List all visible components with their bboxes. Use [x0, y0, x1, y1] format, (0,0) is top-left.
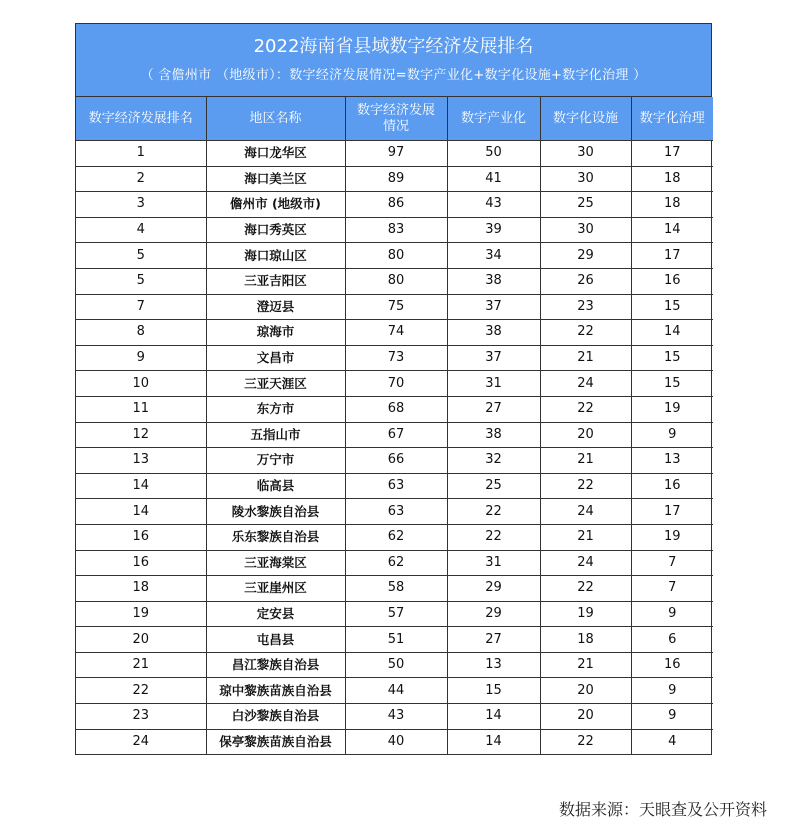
- rank-cell: 14: [76, 473, 206, 499]
- digital-governance-cell: 13: [631, 448, 713, 474]
- region-name-cell: 三亚吉阳区: [206, 268, 345, 294]
- digital-economy-cell: 70: [345, 371, 447, 397]
- rank-cell: 21: [76, 652, 206, 678]
- table-row: [76, 192, 713, 218]
- digital-governance-cell: 6: [631, 627, 713, 653]
- ranking-table-container: [75, 23, 712, 755]
- region-name-cell: 东方市: [206, 396, 345, 422]
- rank-cell: 14: [76, 499, 206, 525]
- digital-economy-cell: 83: [345, 217, 447, 243]
- digital-economy-cell: 66: [345, 448, 447, 474]
- digital-industry-cell: 15: [447, 678, 540, 704]
- table-title-block: [76, 24, 711, 97]
- rank-cell: 5: [76, 268, 206, 294]
- region-name-cell: 儋州市 (地级市): [206, 192, 345, 218]
- digital-industry-cell: 39: [447, 217, 540, 243]
- table-row: [76, 243, 713, 269]
- digital-infrastructure-cell: 21: [540, 448, 631, 474]
- region-name-cell: 白沙黎族自治县: [206, 704, 345, 730]
- table-row: [76, 320, 713, 346]
- rank-cell: 24: [76, 729, 206, 754]
- digital-economy-cell: 73: [345, 345, 447, 371]
- table-row: [76, 268, 713, 294]
- digital-governance-cell: 17: [631, 243, 713, 269]
- digital-infrastructure-cell: 20: [540, 704, 631, 730]
- rank-cell: 4: [76, 217, 206, 243]
- digital-governance-cell: 9: [631, 601, 713, 627]
- digital-economy-cell: 75: [345, 294, 447, 320]
- digital-governance-cell: 19: [631, 396, 713, 422]
- digital-industry-cell: 37: [447, 294, 540, 320]
- digital-governance-cell: 15: [631, 371, 713, 397]
- digital-industry-cell: 31: [447, 550, 540, 576]
- digital-economy-cell: 43: [345, 704, 447, 730]
- digital-economy-cell: 62: [345, 550, 447, 576]
- region-name-cell: 乐东黎族自治县: [206, 524, 345, 550]
- digital-governance-cell: 16: [631, 268, 713, 294]
- rank-cell: 2: [76, 166, 206, 192]
- digital-industry-cell: 27: [447, 627, 540, 653]
- region-name-cell: 临高县: [206, 473, 345, 499]
- digital-economy-cell: 57: [345, 601, 447, 627]
- digital-industry-cell: 37: [447, 345, 540, 371]
- digital-industry-cell: 13: [447, 652, 540, 678]
- digital-infrastructure-cell: 18: [540, 627, 631, 653]
- ranking-table: [76, 97, 713, 754]
- digital-infrastructure-cell: 21: [540, 345, 631, 371]
- table-row: [76, 729, 713, 754]
- digital-industry-cell: 50: [447, 141, 540, 167]
- digital-economy-cell: 51: [345, 627, 447, 653]
- table-row: [76, 217, 713, 243]
- region-name-cell: 海口美兰区: [206, 166, 345, 192]
- region-name-cell: 保亭黎族苗族自治县: [206, 729, 345, 754]
- region-name-cell: 琼中黎族苗族自治县: [206, 678, 345, 704]
- table-row: [76, 576, 713, 602]
- header-region: 地区名称: [206, 97, 345, 141]
- table-row: [76, 678, 713, 704]
- rank-cell: 1: [76, 141, 206, 167]
- digital-economy-cell: 44: [345, 678, 447, 704]
- data-source-note: 数据来源：天眼查及公开资料: [558, 800, 767, 819]
- digital-infrastructure-cell: 20: [540, 678, 631, 704]
- digital-economy-cell: 89: [345, 166, 447, 192]
- digital-infrastructure-cell: 22: [540, 396, 631, 422]
- rank-cell: 16: [76, 550, 206, 576]
- digital-infrastructure-cell: 22: [540, 576, 631, 602]
- digital-industry-cell: 29: [447, 576, 540, 602]
- table-row: [76, 345, 713, 371]
- rank-cell: 11: [76, 396, 206, 422]
- table-row: [76, 524, 713, 550]
- digital-infrastructure-cell: 30: [540, 166, 631, 192]
- digital-governance-cell: 18: [631, 192, 713, 218]
- rank-cell: 20: [76, 627, 206, 653]
- table-row: [76, 704, 713, 730]
- digital-industry-cell: 31: [447, 371, 540, 397]
- digital-governance-cell: 18: [631, 166, 713, 192]
- table-row: [76, 294, 713, 320]
- digital-infrastructure-cell: 24: [540, 371, 631, 397]
- table-body: [76, 141, 713, 755]
- table-row: [76, 473, 713, 499]
- header-digital-infrastructure: 数字化设施: [540, 97, 631, 141]
- digital-infrastructure-cell: 22: [540, 729, 631, 754]
- digital-infrastructure-cell: 26: [540, 268, 631, 294]
- digital-infrastructure-cell: 21: [540, 524, 631, 550]
- digital-governance-cell: 7: [631, 576, 713, 602]
- region-name-cell: 文昌市: [206, 345, 345, 371]
- region-name-cell: 昌江黎族自治县: [206, 652, 345, 678]
- digital-governance-cell: 9: [631, 422, 713, 448]
- region-name-cell: 陵水黎族自治县: [206, 499, 345, 525]
- region-name-cell: 万宁市: [206, 448, 345, 474]
- digital-economy-cell: 68: [345, 396, 447, 422]
- rank-cell: 16: [76, 524, 206, 550]
- rank-cell: 23: [76, 704, 206, 730]
- digital-governance-cell: 9: [631, 678, 713, 704]
- header-digital-industry: 数字产业化: [447, 97, 540, 141]
- region-name-cell: 三亚海棠区: [206, 550, 345, 576]
- digital-infrastructure-cell: 19: [540, 601, 631, 627]
- digital-industry-cell: 25: [447, 473, 540, 499]
- header-digital-economy: 数字经济发展情况: [345, 97, 447, 141]
- digital-economy-cell: 50: [345, 652, 447, 678]
- region-name-cell: 澄迈县: [206, 294, 345, 320]
- digital-governance-cell: 16: [631, 652, 713, 678]
- digital-governance-cell: 17: [631, 499, 713, 525]
- digital-industry-cell: 22: [447, 499, 540, 525]
- table-row: [76, 141, 713, 167]
- rank-cell: 7: [76, 294, 206, 320]
- rank-cell: 10: [76, 371, 206, 397]
- digital-industry-cell: 32: [447, 448, 540, 474]
- digital-governance-cell: 17: [631, 141, 713, 167]
- digital-industry-cell: 22: [447, 524, 540, 550]
- digital-infrastructure-cell: 22: [540, 320, 631, 346]
- digital-governance-cell: 14: [631, 217, 713, 243]
- digital-governance-cell: 7: [631, 550, 713, 576]
- header-rank: 数字经济发展排名: [76, 97, 206, 141]
- rank-cell: 5: [76, 243, 206, 269]
- region-name-cell: 屯昌县: [206, 627, 345, 653]
- table-row: [76, 371, 713, 397]
- digital-industry-cell: 14: [447, 729, 540, 754]
- header-digital-governance: 数字化治理: [631, 97, 713, 141]
- digital-industry-cell: 27: [447, 396, 540, 422]
- region-name-cell: 海口秀英区: [206, 217, 345, 243]
- digital-governance-cell: 15: [631, 345, 713, 371]
- digital-governance-cell: 16: [631, 473, 713, 499]
- digital-industry-cell: 43: [447, 192, 540, 218]
- digital-industry-cell: 41: [447, 166, 540, 192]
- digital-industry-cell: 14: [447, 704, 540, 730]
- region-name-cell: 海口龙华区: [206, 141, 345, 167]
- digital-governance-cell: 4: [631, 729, 713, 754]
- digital-economy-cell: 86: [345, 192, 447, 218]
- digital-governance-cell: 15: [631, 294, 713, 320]
- digital-economy-cell: 80: [345, 268, 447, 294]
- digital-industry-cell: 38: [447, 320, 540, 346]
- digital-infrastructure-cell: 22: [540, 473, 631, 499]
- rank-cell: 19: [76, 601, 206, 627]
- rank-cell: 18: [76, 576, 206, 602]
- digital-economy-cell: 58: [345, 576, 447, 602]
- table-row: [76, 166, 713, 192]
- digital-infrastructure-cell: 24: [540, 499, 631, 525]
- table-row: [76, 448, 713, 474]
- table-row: [76, 652, 713, 678]
- rank-cell: 22: [76, 678, 206, 704]
- digital-governance-cell: 9: [631, 704, 713, 730]
- region-name-cell: 琼海市: [206, 320, 345, 346]
- digital-governance-cell: 19: [631, 524, 713, 550]
- digital-infrastructure-cell: 30: [540, 141, 631, 167]
- digital-infrastructure-cell: 30: [540, 217, 631, 243]
- table-row: [76, 422, 713, 448]
- region-name-cell: 三亚崖州区: [206, 576, 345, 602]
- digital-economy-cell: 80: [345, 243, 447, 269]
- rank-cell: 3: [76, 192, 206, 218]
- rank-cell: 9: [76, 345, 206, 371]
- region-name-cell: 五指山市: [206, 422, 345, 448]
- rank-cell: 13: [76, 448, 206, 474]
- digital-infrastructure-cell: 24: [540, 550, 631, 576]
- table-row: [76, 601, 713, 627]
- rank-cell: 12: [76, 422, 206, 448]
- digital-infrastructure-cell: 29: [540, 243, 631, 269]
- digital-economy-cell: 67: [345, 422, 447, 448]
- digital-economy-cell: 97: [345, 141, 447, 167]
- table-row: [76, 499, 713, 525]
- digital-infrastructure-cell: 25: [540, 192, 631, 218]
- table-row: [76, 550, 713, 576]
- table-row: [76, 627, 713, 653]
- table-subtitle: （ 含儋州市 （地级市）：数字经济发展情况=数字产业化+数字化设施+数字化治理 ）: [140, 68, 647, 83]
- digital-industry-cell: 34: [447, 243, 540, 269]
- header-row: [76, 97, 713, 141]
- rank-cell: 8: [76, 320, 206, 346]
- region-name-cell: 海口琼山区: [206, 243, 345, 269]
- digital-economy-cell: 74: [345, 320, 447, 346]
- digital-economy-cell: 62: [345, 524, 447, 550]
- digital-industry-cell: 29: [447, 601, 540, 627]
- digital-governance-cell: 14: [631, 320, 713, 346]
- digital-economy-cell: 40: [345, 729, 447, 754]
- table-title: 2022海南省县域数字经济发展排名: [253, 36, 534, 57]
- region-name-cell: 三亚天涯区: [206, 371, 345, 397]
- digital-economy-cell: 63: [345, 473, 447, 499]
- digital-infrastructure-cell: 21: [540, 652, 631, 678]
- table-row: [76, 396, 713, 422]
- digital-industry-cell: 38: [447, 422, 540, 448]
- digital-industry-cell: 38: [447, 268, 540, 294]
- digital-infrastructure-cell: 23: [540, 294, 631, 320]
- digital-economy-cell: 63: [345, 499, 447, 525]
- digital-infrastructure-cell: 20: [540, 422, 631, 448]
- region-name-cell: 定安县: [206, 601, 345, 627]
